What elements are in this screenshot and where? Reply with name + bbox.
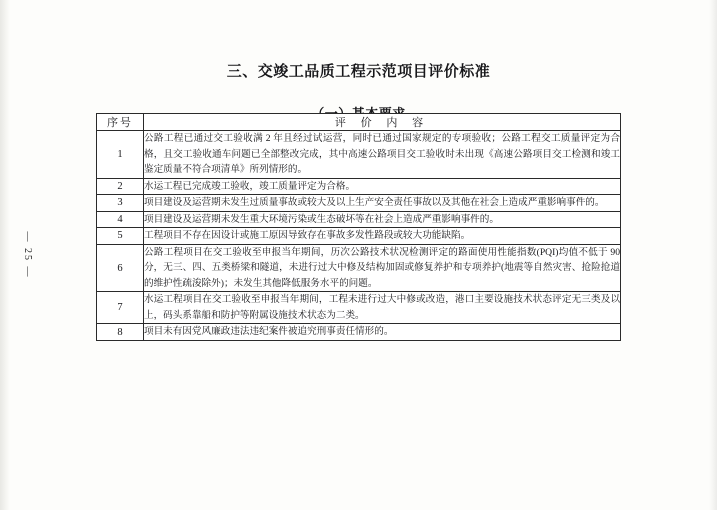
table-row bbox=[97, 228, 621, 245]
table-row bbox=[97, 178, 621, 195]
criteria-table bbox=[96, 113, 621, 341]
page-number: — 25 — bbox=[22, 231, 33, 279]
page-title: 三、交竣工品质工程示范项目评价标准 bbox=[226, 64, 491, 80]
table-row bbox=[97, 195, 621, 212]
row-content: 工程项目不存在因设计或施工原因导致存在事故多发性路段或较大功能缺陷。 bbox=[144, 228, 621, 245]
row-number: 6 bbox=[97, 244, 144, 292]
row-content: 公路工程已通过交工验收满 2 年且经过试运营，同时已通过国家规定的专项验收；公路工程交工质量评定为合格，且交工验收通车问题已全部整改完成，其中高速公路项目交工验收时未出现《高速公路项目交工检测和竣工鉴定质量不符合项清单》所列情形的。 bbox=[144, 131, 621, 179]
row-content: 水运工程项目在交工验收至申报当年期间，工程未进行过大中修或改造，港口主要设施技术状态评定无三类及以上，码头系靠船和防护等附属设施技术状态为二类。 bbox=[144, 292, 621, 324]
row-content: 水运工程已完成竣工验收，竣工质量评定为合格。 bbox=[144, 178, 621, 195]
table-row bbox=[97, 131, 621, 179]
table-row bbox=[97, 244, 621, 292]
row-number: 3 bbox=[97, 195, 144, 212]
criteria-table-wrapper bbox=[96, 113, 621, 341]
table-body bbox=[97, 131, 621, 341]
row-content: 项目建设及运营期未发生重大环境污染或生态破坏等在社会上造成严重影响事件的。 bbox=[144, 211, 621, 228]
row-content: 公路工程项目在交工验收至申报当年期间，历次公路技术状况检测评定的路面使用性能指数(PQI)均值不低于 90 分，无三、四、五类桥梁和隧道，未进行过大中修及结构加固或修复养护和专项养护(地震等自然灾害、抢险抢道的维护性疏浚除外)；未发生其他降低服务水平的问题。 bbox=[144, 244, 621, 292]
row-number: 8 bbox=[97, 324, 144, 341]
row-content: 项目未有因党风廉政违法违纪案件被追究刑事责任情形的。 bbox=[144, 324, 621, 341]
row-number: 5 bbox=[97, 228, 144, 245]
row-number: 7 bbox=[97, 292, 144, 324]
table-row bbox=[97, 324, 621, 341]
table-header bbox=[97, 114, 621, 131]
row-content: 项目建设及运营期未发生过质量事故或较大及以上生产安全责任事故以及其他在社会上造成严重影响事件的。 bbox=[144, 195, 621, 212]
table-header-row bbox=[97, 114, 621, 131]
table-header-no: 序号 bbox=[97, 114, 144, 131]
row-number: 1 bbox=[97, 131, 144, 179]
row-number: 4 bbox=[97, 211, 144, 228]
table-header-content: 评 价 内 容 bbox=[144, 114, 621, 131]
table-row bbox=[97, 211, 621, 228]
table-row bbox=[97, 292, 621, 324]
row-number: 2 bbox=[97, 178, 144, 195]
